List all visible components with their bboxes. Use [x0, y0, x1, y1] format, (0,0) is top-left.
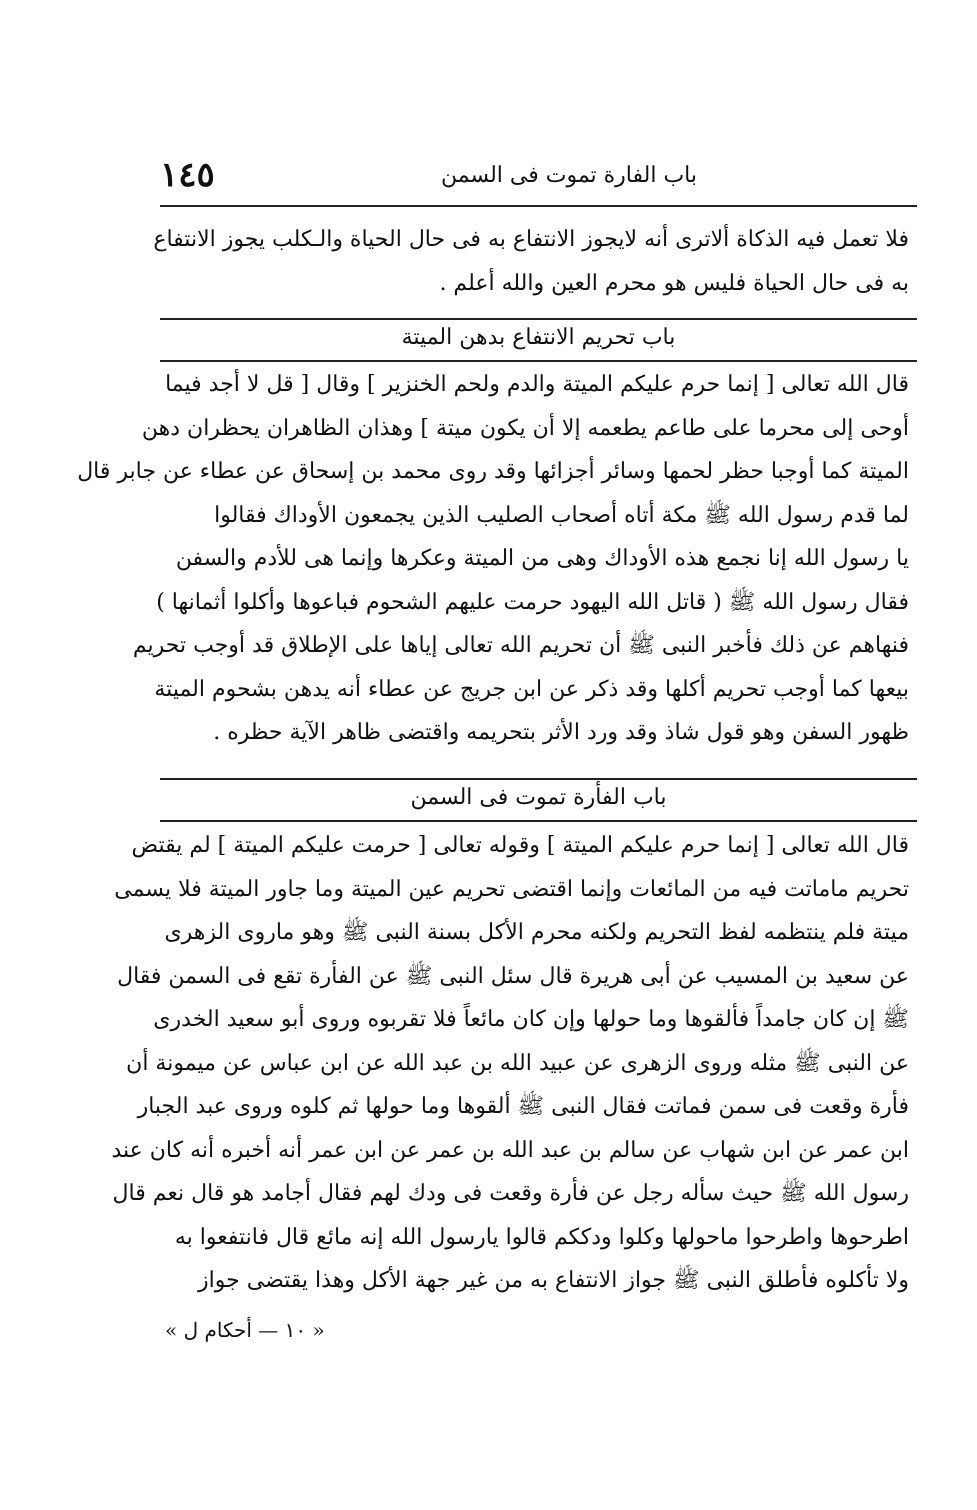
text-line: الميتة كما أوجبا حظر لحمها وسائر أجزائها وقد روى محمد بن إسحاق عن عطاء عن جابر قال [77, 459, 909, 484]
header-divider [160, 205, 917, 207]
text-line: بيعها كما أوجب تحريم أكلها وقد ذكر عن ابن جريج عن عطاء أنه يدهن بشحوم الميتة [154, 676, 909, 702]
text-line: فقال رسول الله ﷺ ( قاتل الله اليهود حرمت عليهم الشحوم فباعوها وأكلوا أثمانها ) [156, 589, 909, 615]
text-line: قال الله تعالى [ إنما حرم عليكم الميتة ] وقوله تعالى [ حرمت عليكم الميتة ] لم يقتض [131, 833, 909, 858]
section-divider [160, 820, 917, 822]
text-line: لما قدم رسول الله ﷺ مكة أتاه أصحاب الصليب الذين يجمعون الأوداك فقالوا [214, 502, 909, 528]
text-line: عن سعيد بن المسيب عن أبى هريرة قال سئل النبى ﷺ عن الفأرة تقع فى السمن فقال [117, 963, 909, 989]
page-number: ١٤٥ [160, 155, 215, 195]
section2-body [111, 824, 909, 1303]
text-line: قال الله تعالى [ إنما حرم عليكم الميتة والدم ولحم الخنزير ] وقال [ قل لا أجد فيما [165, 372, 909, 397]
text-line: ﷺ إن كان جامداً فألقوها وما حولها وإن كان مائعاً فلا تقربوه وروى أبو سعيد الخدرى [153, 1007, 909, 1032]
intro-paragraph [153, 218, 909, 305]
text-line: أوحى إلى محرما على طاعم يطعمه إلا أن يكون ميتة ] وهذان الظاهران يحظران دهن [141, 415, 909, 441]
text-line: ميتة فلم ينتظمه لفظ التحريم ولكنه محرم الأكل بسنة النبى ﷺ وهو ماروى الزهرى [164, 920, 909, 945]
text-line: به فى حال الحياة فليس هو محرم العين والله أعلم . [439, 270, 909, 296]
section-divider [160, 318, 917, 320]
running-title: باب الفارة تموت فى السمن [441, 162, 697, 188]
section-heading-1: باب تحريم الانتفاع بدهن الميتة [401, 325, 676, 350]
text-line: ولا تأكلوه فأطلق النبى ﷺ جواز الانتفاع به من غير جهة الأكل وهذا يقتضى جواز [198, 1268, 909, 1293]
text-line: فأرة وقعت فى سمن فماتت فقال النبى ﷺ ألقوها وما حولها ثم كلوه وروى عبد الجبار [137, 1094, 909, 1119]
text-line: فلا تعمل فيه الذكاة ألاترى أنه لايجوز الانتفاع به فى حال الحياة والـكلب يجوز الانتفاع [153, 227, 909, 252]
text-line: رسول الله ﷺ حيث سأله رجل عن فأرة وقعت فى ودك لهم فقال أجامد هو قال نعم قال [112, 1181, 909, 1206]
text-line: ابن عمر عن ابن شهاب عن سالم بن عبد الله بن عمر عن ابن عمر أنه أخبره أنه كان عند [111, 1137, 909, 1163]
text-line: عن النبى ﷺ مثله وروى الزهرى عن عبيد الله بن عبد الله عن ابن عباس عن ميمونة أن [126, 1050, 909, 1076]
text-line: فنهاهم عن ذلك فأخبر النبى ﷺ أن تحريم الله تعالى إياها على الإطلاق قد أوجب تحريم [132, 633, 909, 658]
text-line: اطرحوها واطرحوا ماحولها وكلوا ودككم قالوا يارسول الله إنه مائع قال فانتفعوا به [174, 1224, 909, 1250]
text-line: يا رسول الله إنا نجمع هذه الأوداك وهى من الميتة وعكرها وإنما هى للأدم والسفن [175, 546, 909, 571]
page-header [160, 150, 917, 200]
section-heading-2: باب الفأرة تموت فى السمن [410, 785, 667, 810]
section-divider [160, 778, 917, 780]
section-divider [160, 360, 917, 362]
text-line: ظهور السفن وهو قول شاذ وقد ورد الأثر بتحريمه واقتضى ظاهر الآية حظره . [213, 720, 909, 745]
text-line: تحريم ماماتت فيه من المائعات وإنما اقتضى تحريم عين الميتة وما جاور الميتة فلا يسمى [114, 876, 909, 902]
signature-mark: « ١٠ — أحكام ل » [165, 1318, 325, 1342]
section1-body [77, 363, 909, 755]
